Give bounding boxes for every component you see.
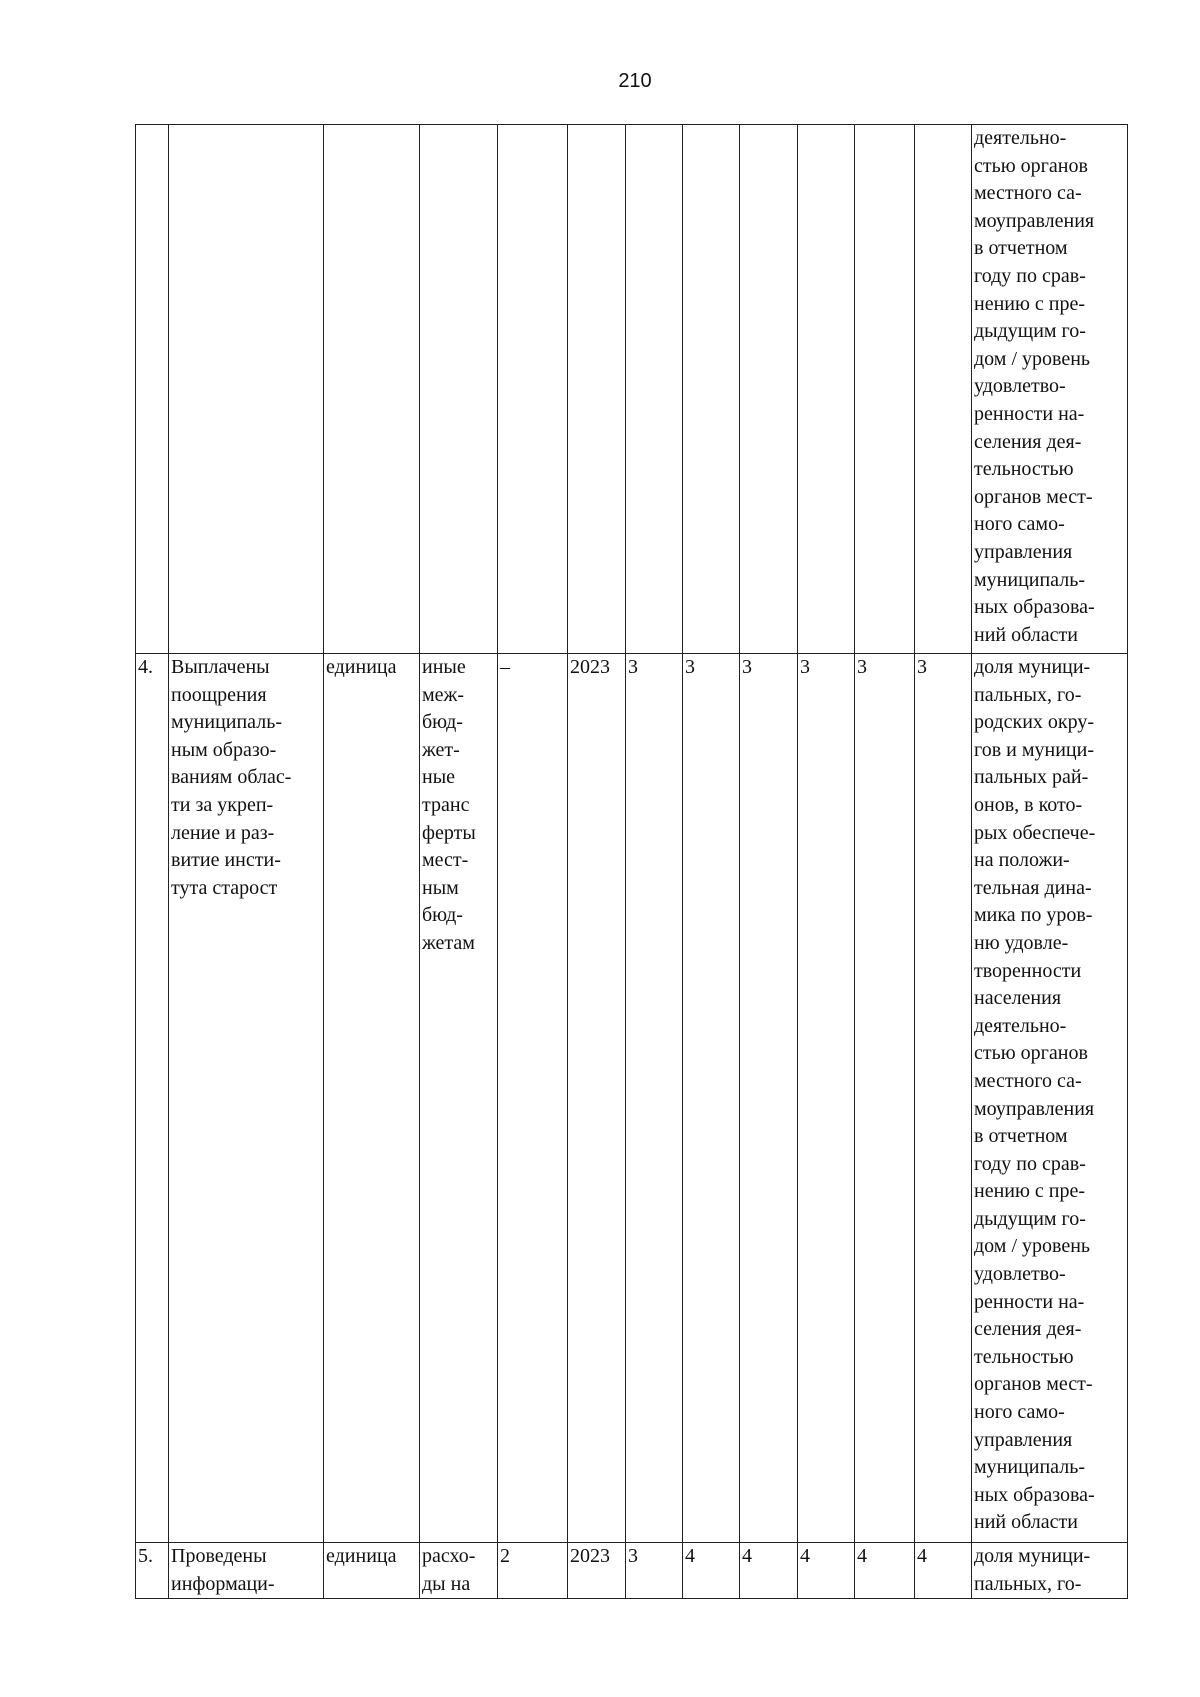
indicator-cell-line: доля муници- — [974, 656, 1091, 678]
indicator-cell-line: пальных, го- — [974, 683, 1082, 706]
year-value-cell — [740, 125, 798, 654]
base-year-cell: 2023 — [568, 1543, 626, 1599]
indicator-cell-line: ного само- — [974, 1401, 1065, 1424]
indicator-cell-line: ренности на- — [974, 1290, 1085, 1313]
source-cell-line: меж- — [422, 683, 465, 706]
indicator-cell-line: дыдущим го- — [974, 320, 1086, 343]
indicators-table — [135, 124, 1128, 1599]
year-value-cell: 3 — [798, 654, 855, 1543]
indicator-cell-line: деятельно- — [974, 1014, 1067, 1037]
task-name-cell-line: ваниям облас- — [171, 766, 292, 789]
row-number-cell: 4. — [136, 654, 169, 1543]
indicator-cell-line: нению с пре- — [974, 1180, 1086, 1203]
indicator-cell-line: ных образова- — [974, 1483, 1095, 1506]
indicator-cell-line: дом / уровень — [974, 347, 1091, 370]
base-value-cell: 2 — [498, 1543, 568, 1599]
source-cell-line: бюд- — [422, 711, 463, 734]
year-value-cell — [855, 125, 915, 654]
indicator-cell-line: мика по уров- — [974, 904, 1093, 927]
year-value-cell: 4 — [740, 1543, 798, 1599]
indicator-cell-line: стью органов — [974, 1042, 1088, 1065]
indicator-cell-line: ных образова- — [974, 596, 1095, 619]
year-value-cell — [915, 125, 972, 654]
task-name-cell-line: Проведены — [171, 1545, 267, 1567]
indicator-cell-line: пальных рай- — [974, 766, 1089, 789]
indicator-cell-line: на положи- — [974, 849, 1070, 872]
indicator-cell-line: ний области — [974, 623, 1078, 646]
indicator-cell-line: нению с пре- — [974, 292, 1086, 315]
base-value-cell — [498, 125, 568, 654]
indicator-cell — [972, 654, 1128, 1543]
task-name-cell-line: информаци- — [171, 1572, 275, 1595]
source-cell-line: транс — [422, 793, 470, 816]
source-cell — [420, 654, 498, 1543]
year-value-cell: 3 — [740, 654, 798, 1543]
base-year-cell: 2023 — [568, 654, 626, 1543]
year-value-cell: 3 — [855, 654, 915, 1543]
indicator-cell-line: рых обеспече- — [974, 821, 1096, 844]
indicator-cell — [972, 1543, 1128, 1599]
indicator-cell-line: населения — [974, 987, 1062, 1010]
indicator-cell-line: тельностью — [974, 1345, 1074, 1368]
source-cell-line: ды на — [422, 1572, 471, 1595]
year-value-cell: 3 — [915, 654, 972, 1543]
year-value-cell — [683, 125, 740, 654]
indicator-cell-line: местного са- — [974, 182, 1082, 205]
task-name-cell-line: тута старост — [171, 876, 278, 899]
indicator-cell-line: гов и муници- — [974, 738, 1094, 761]
indicator-cell-line: пальных, го- — [974, 1572, 1082, 1595]
source-cell-line: мест- — [422, 849, 469, 872]
indicator-cell-line: деятельно- — [974, 127, 1067, 149]
indicator-cell-line: тельностью — [974, 458, 1074, 481]
indicator-cell-line: году по срав- — [974, 1152, 1086, 1175]
base-value-cell: – — [498, 654, 568, 1543]
indicator-cell-line: тельная дина- — [974, 876, 1092, 899]
table-row — [136, 654, 1128, 1543]
indicator-cell-line: ренности на- — [974, 402, 1085, 425]
task-name-cell — [169, 125, 324, 654]
year-value-cell: 3 — [683, 654, 740, 1543]
indicator-cell-line: моуправления — [974, 209, 1095, 232]
unit-cell: единица — [324, 1543, 420, 1599]
source-cell-line: жет- — [422, 738, 460, 761]
indicator-cell-line: муниципаль- — [974, 568, 1085, 591]
year-value-cell: 3 — [626, 1543, 683, 1599]
base-year-cell — [568, 125, 626, 654]
year-value-cell: 3 — [626, 654, 683, 1543]
indicator-cell-line: удовлетво- — [974, 375, 1066, 398]
indicator-cell-line: ню удовле- — [974, 931, 1069, 954]
indicator-cell-line: творенности — [974, 959, 1082, 982]
task-name-cell-line: ление и раз- — [171, 821, 275, 844]
source-cell-line: ферты — [422, 821, 476, 844]
source-cell-line: жетам — [422, 931, 475, 954]
source-cell-line: расхо- — [422, 1545, 476, 1567]
indicator-cell-line: управления — [974, 1428, 1073, 1451]
task-name-cell — [169, 1543, 324, 1599]
page-number: 210 — [618, 70, 652, 92]
indicator-cell-line: в отчетном — [974, 1125, 1068, 1148]
indicator-cell-line: органов мест- — [974, 1373, 1093, 1396]
source-cell-line: ным — [422, 876, 459, 899]
year-value-cell: 4 — [855, 1543, 915, 1599]
task-name-cell-line: ти за укреп- — [171, 793, 274, 816]
indicator-cell-line: муниципаль- — [974, 1456, 1085, 1479]
task-name-cell-line: Выплачены — [171, 656, 270, 678]
source-cell-line: ные — [422, 766, 456, 789]
unit-cell — [324, 125, 420, 654]
source-cell-line: иные — [422, 656, 466, 678]
indicator-cell-line: органов мест- — [974, 485, 1093, 508]
indicator-cell-line: в отчетном — [974, 237, 1068, 260]
task-name-cell-line: поощрения — [171, 683, 267, 706]
row-number-cell: 5. — [136, 1543, 169, 1599]
year-value-cell: 4 — [798, 1543, 855, 1599]
year-value-cell: 4 — [915, 1543, 972, 1599]
indicator-cell-line: стью органов — [974, 154, 1088, 177]
task-name-cell-line: витие инсти- — [171, 849, 281, 872]
year-value-cell — [798, 125, 855, 654]
indicator-cell-line: ного само- — [974, 513, 1065, 536]
indicator-cell-line: селения дея- — [974, 430, 1082, 453]
row-number-cell — [136, 125, 169, 654]
indicator-cell-line: онов, в кото- — [974, 793, 1083, 816]
table-row — [136, 1543, 1128, 1599]
indicator-cell-line: селения дея- — [974, 1318, 1082, 1341]
indicator-cell-line: управления — [974, 540, 1073, 563]
indicator-cell-line: дыдущим го- — [974, 1207, 1086, 1230]
source-cell-line: бюд- — [422, 904, 463, 927]
indicator-cell — [972, 125, 1128, 654]
source-cell — [420, 125, 498, 654]
year-value-cell — [626, 125, 683, 654]
task-name-cell — [169, 654, 324, 1543]
indicator-cell-line: удовлетво- — [974, 1263, 1066, 1286]
indicator-cell-line: моуправления — [974, 1097, 1095, 1120]
indicator-cell-line: доля муници- — [974, 1545, 1091, 1567]
table-row — [136, 125, 1128, 654]
indicator-cell-line: году по срав- — [974, 264, 1086, 287]
indicator-cell-line: родских окру- — [974, 711, 1095, 734]
task-name-cell-line: ным образо- — [171, 738, 277, 761]
task-name-cell-line: муниципаль- — [171, 711, 282, 734]
unit-cell: единица — [324, 654, 420, 1543]
indicator-cell-line: ний области — [974, 1511, 1078, 1534]
source-cell — [420, 1543, 498, 1599]
indicator-cell-line: дом / уровень — [974, 1235, 1091, 1258]
indicator-cell-line: местного са- — [974, 1069, 1082, 1092]
year-value-cell: 4 — [683, 1543, 740, 1599]
